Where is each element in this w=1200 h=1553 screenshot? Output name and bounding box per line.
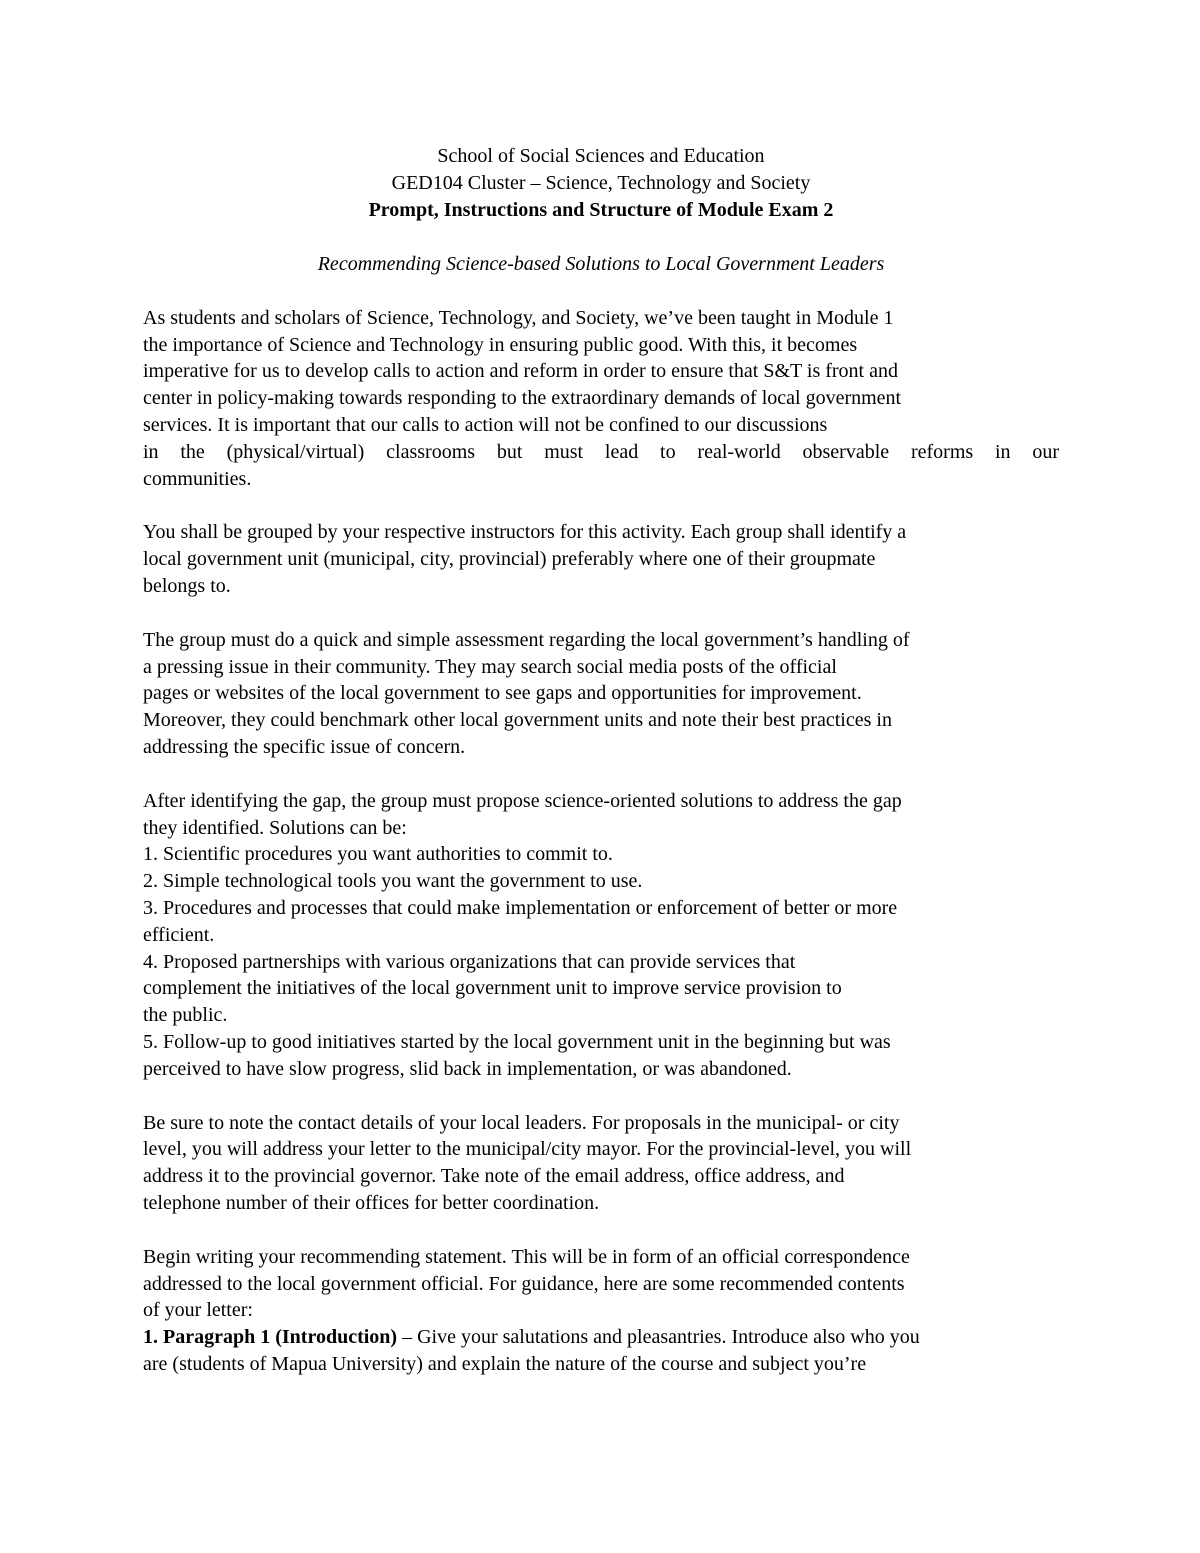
school-name: School of Social Sciences and Education [437, 145, 765, 167]
paragraph-line: imperative for us to develop calls to action and reform in order to ensure that S&T is front and [143, 360, 898, 383]
paragraph-line: Be sure to note the contact details of your local leaders. For proposals in the municipal- or city [143, 1111, 900, 1134]
paragraph-line: services. It is important that our calls to action will not be confined to our discussions [143, 413, 828, 436]
document-title: Prompt, Instructions and Structure of Module Exam 2 [368, 199, 834, 221]
solution-list-item: 2. Simple technological tools you want the government to use. [143, 870, 643, 893]
course-name: GED104 Cluster – Science, Technology and Society [391, 172, 811, 194]
paragraph-line: level, you will address your letter to the municipal/city mayor. For the provincial-level, you will [143, 1138, 912, 1161]
paragraph-line: pages or websites of the local government to see gaps and opportunities for improvement. [143, 682, 862, 705]
solution-list-item: 5. Follow-up to good initiatives started by the local government unit in the beginning but was [143, 1030, 891, 1053]
letter-content-item [143, 1324, 1059, 1351]
letter-content-item-text: – Give your salutations and pleasantries. Introduce also who you [397, 1326, 920, 1349]
solution-list-item-continued: efficient. [143, 923, 215, 946]
paragraph-line: addressing the specific issue of concern. [143, 735, 466, 758]
paragraph-3 [143, 627, 1059, 761]
paragraph-line: they identified. Solutions can be: [143, 816, 407, 839]
paragraph-6 [143, 1244, 1059, 1378]
paragraph-line: address it to the provincial governor. Take note of the email address, office address, and [143, 1165, 845, 1188]
paragraph-line: As students and scholars of Science, Technology, and Society, we’ve been taught in Module 1 [143, 306, 894, 329]
paragraph-line: Moreover, they could benchmark other local government units and note their best practices in [143, 709, 892, 732]
paragraph-line: Begin writing your recommending statement. This will be in form of an official correspondence [143, 1245, 910, 1268]
letter-content-item-heading: 1. Paragraph 1 (Introduction) [143, 1326, 398, 1349]
paragraph-line: of your letter: [143, 1299, 253, 1322]
paragraph-line: are (students of Mapua University) and explain the nature of the course and subject you’re [143, 1352, 867, 1375]
paragraph-2 [143, 519, 1059, 599]
paragraph-line: communities. [143, 467, 252, 490]
solution-list-item: 4. Proposed partnerships with various organizations that can provide services that [143, 950, 796, 973]
paragraph-5 [143, 1110, 1059, 1217]
document-page [143, 143, 1059, 1405]
solution-list-item-continued: perceived to have slow progress, slid back in implementation, or was abandoned. [143, 1057, 792, 1080]
paragraph-line: in the (physical/virtual) classrooms but must lead to real-world observable reforms in our [143, 440, 1059, 463]
paragraph-line: belongs to. [143, 574, 231, 597]
paragraph-line: a pressing issue in their community. They may search social media posts of the official [143, 655, 837, 678]
document-header [143, 143, 1059, 224]
solution-list-item-continued: the public. [143, 1004, 228, 1027]
solution-list-item-continued: complement the initiatives of the local government unit to improve service provision to [143, 977, 842, 1000]
paragraph-line: addressed to the local government official. For guidance, here are some recommended contents [143, 1272, 905, 1295]
paragraph-line: After identifying the gap, the group must propose science-oriented solutions to address the gap [143, 789, 902, 812]
document-subtitle: Recommending Science-based Solutions to Local Government Leaders [317, 253, 885, 275]
paragraph-line: telephone number of their offices for better coordination. [143, 1191, 600, 1214]
paragraph-line: local government unit (municipal, city, provincial) preferably where one of their groupmate [143, 548, 876, 571]
paragraph-line: the importance of Science and Technology in ensuring public good. With this, it becomes [143, 333, 858, 356]
paragraph-line: You shall be grouped by your respective instructors for this activity. Each group shall identify a [143, 521, 907, 544]
paragraph-line: center in policy-making towards responding to the extraordinary demands of local government [143, 387, 902, 410]
paragraph-4 [143, 788, 1059, 1083]
paragraph-1 [143, 305, 1059, 493]
solution-list-item: 3. Procedures and processes that could make implementation or enforcement of better or more [143, 896, 898, 919]
solution-list-item: 1. Scientific procedures you want authorities to commit to. [143, 843, 613, 866]
paragraph-line: The group must do a quick and simple assessment regarding the local government’s handling of [143, 628, 910, 651]
